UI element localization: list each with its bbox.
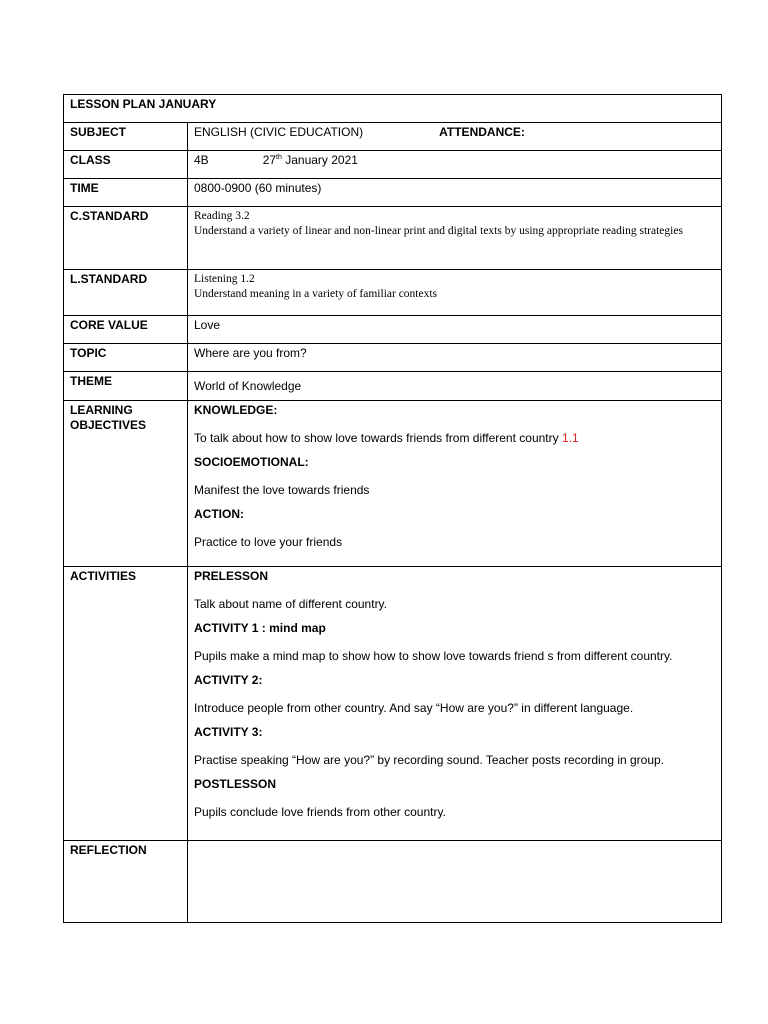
date-day: 27	[262, 153, 277, 167]
lesson-date	[263, 153, 358, 167]
activities-cell	[188, 567, 722, 841]
time-label: TIME	[64, 179, 188, 207]
activity2-title: ACTIVITY 2:	[194, 673, 263, 687]
objectives-label-line1: LEARNING	[70, 403, 133, 417]
socio-title: SOCIOEMOTIONAL:	[194, 455, 309, 469]
lesson-plan-title: LESSON PLAN JANUARY	[64, 95, 722, 123]
cstandard-label: C.STANDARD	[64, 207, 188, 270]
prelesson-title: PRELESSON	[194, 569, 269, 583]
objectives-row	[64, 401, 722, 567]
theme-label: THEME	[64, 372, 188, 401]
topic-label: TOPIC	[64, 344, 188, 372]
subject-value: ENGLISH (CIVIC EDUCATION)	[194, 125, 364, 139]
postlesson-title: POSTLESSON	[194, 777, 277, 791]
title-row	[64, 95, 722, 123]
theme-cell	[188, 372, 722, 401]
socio-text: Manifest the love towards friends	[194, 483, 370, 497]
prelesson-text: Talk about name of different country.	[194, 597, 388, 611]
cstandard-line2: Understand a variety of linear and non-linear print and digital texts by using appropriate reading strategies	[194, 225, 683, 237]
lstandard-line2: Understand meaning in a variety of familiar contexts	[194, 288, 438, 300]
theme-row	[64, 372, 722, 401]
cstandard-row	[64, 207, 722, 270]
lstandard-row	[64, 270, 722, 316]
activity1-text: Pupils make a mind map to show how to show love towards friend s from different country.	[194, 649, 673, 663]
class-row	[64, 151, 722, 179]
date-rest: January 2021	[281, 153, 358, 167]
topic-value: Where are you from?	[188, 344, 722, 372]
cstandard-line1: Reading 3.2	[194, 210, 250, 222]
reflection-row	[64, 841, 722, 923]
topic-row	[64, 344, 722, 372]
activity3-title: ACTIVITY 3:	[194, 725, 263, 739]
lstandard-line1: Listening 1.2	[194, 273, 255, 285]
action-title: ACTION:	[194, 507, 244, 521]
time-row	[64, 179, 722, 207]
core-value-label: CORE VALUE	[64, 316, 188, 344]
subject-row	[64, 123, 722, 151]
activity1-title: ACTIVITY 1 : mind map	[194, 621, 326, 635]
reflection-value	[188, 841, 722, 923]
class-label: CLASS	[64, 151, 188, 179]
objectives-label	[64, 401, 188, 567]
class-cell	[188, 151, 722, 179]
activities-label: ACTIVITIES	[64, 567, 188, 841]
activities-row	[64, 567, 722, 841]
theme-value: World of Knowledge	[194, 379, 302, 393]
class-value: 4B	[194, 153, 209, 167]
action-text: Practice to love your friends	[194, 535, 343, 549]
date-suffix: th	[276, 154, 282, 161]
reflection-label: REFLECTION	[64, 841, 188, 923]
lstandard-label: L.STANDARD	[64, 270, 188, 316]
knowledge-title: KNOWLEDGE:	[194, 403, 278, 417]
knowledge-ref: 1.1	[561, 431, 579, 445]
objectives-cell	[188, 401, 722, 567]
attendance-label: ATTENDANCE:	[439, 125, 525, 139]
subject-cell	[188, 123, 722, 151]
objectives-label-line2: OBJECTIVES	[70, 418, 147, 432]
knowledge-text	[194, 431, 715, 446]
core-value-row	[64, 316, 722, 344]
core-value-value: Love	[188, 316, 722, 344]
postlesson-text: Pupils conclude love friends from other country.	[194, 805, 446, 819]
activity3-text: Practise speaking “How are you?” by recording sound. Teacher posts recording in group.	[194, 753, 665, 767]
knowledge-text-body: To talk about how to show love towards friends from different country	[194, 431, 562, 445]
lstandard-cell	[188, 270, 722, 316]
activity2-text: Introduce people from other country. And say “How are you?” in different language.	[194, 701, 634, 715]
cstandard-cell	[188, 207, 722, 270]
subject-label: SUBJECT	[64, 123, 188, 151]
lesson-plan-table	[63, 94, 722, 923]
time-value: 0800-0900 (60 minutes)	[188, 179, 722, 207]
